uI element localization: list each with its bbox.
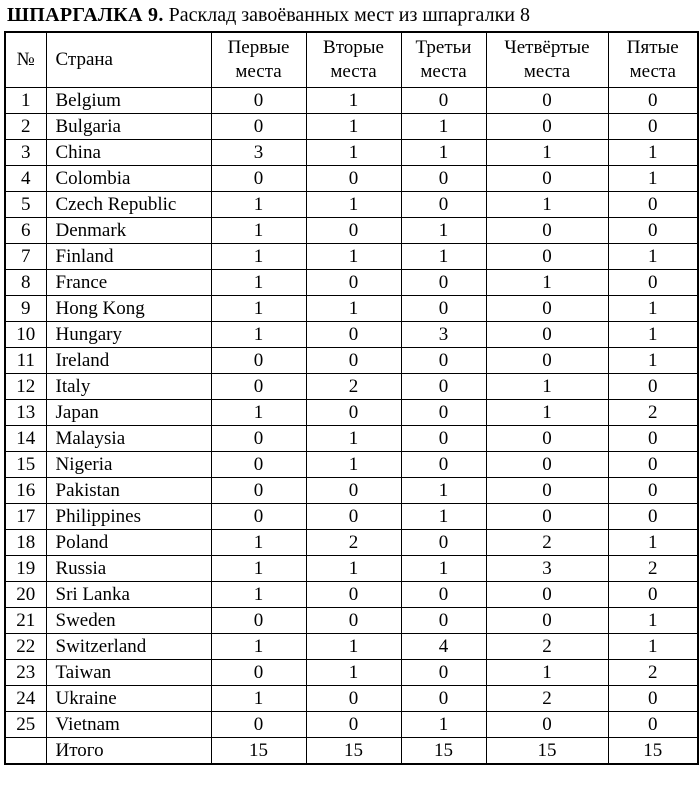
row-number-cell: 15 [5,452,46,478]
row-number-cell: 2 [5,114,46,140]
header-row [5,32,698,88]
value-cell: 2 [608,400,698,426]
value-cell: 0 [486,582,608,608]
row-number-cell: 21 [5,608,46,634]
value-cell: 2 [486,530,608,556]
country-cell: Finland [46,244,211,270]
value-cell: 0 [211,166,306,192]
value-cell: 1 [211,582,306,608]
value-cell: 0 [211,660,306,686]
row-number-cell: 14 [5,426,46,452]
country-cell: Malaysia [46,426,211,452]
value-cell: 1 [608,244,698,270]
value-cell: 1 [486,374,608,400]
value-cell: 1 [486,660,608,686]
row-number-cell: 16 [5,478,46,504]
value-cell: 1 [211,270,306,296]
row-number-cell: 25 [5,712,46,738]
value-cell: 0 [401,166,486,192]
value-cell: 0 [401,660,486,686]
value-cell: 0 [401,686,486,712]
table-row [5,114,698,140]
value-cell: 1 [306,452,401,478]
value-cell: 0 [608,374,698,400]
value-cell: 0 [608,270,698,296]
row-number-cell: 20 [5,582,46,608]
table-row [5,374,698,400]
value-cell: 0 [401,530,486,556]
value-cell: 1 [401,218,486,244]
country-cell: Denmark [46,218,211,244]
table-row [5,478,698,504]
value-cell: 1 [211,218,306,244]
value-cell: 0 [486,322,608,348]
header-fifth-places: Пятые места [608,32,698,88]
table-row [5,686,698,712]
row-number-cell: 8 [5,270,46,296]
table-row [5,712,698,738]
value-cell: 0 [401,88,486,114]
value-cell: 0 [306,686,401,712]
value-cell: 0 [608,686,698,712]
table-row [5,660,698,686]
total-row [5,738,698,765]
table-row [5,218,698,244]
value-cell: 0 [401,582,486,608]
country-cell: Vietnam [46,712,211,738]
value-cell: 1 [608,530,698,556]
value-cell: 0 [306,608,401,634]
row-number-cell: 19 [5,556,46,582]
value-cell: 0 [608,504,698,530]
country-cell: Sri Lanka [46,582,211,608]
header-first-places: Первые места [211,32,306,88]
value-cell: 0 [486,218,608,244]
value-cell: 0 [306,504,401,530]
page-title [7,3,700,28]
value-cell: 0 [306,270,401,296]
value-cell: 1 [211,244,306,270]
value-cell: 0 [486,452,608,478]
row-number-cell: 18 [5,530,46,556]
value-cell: 3 [486,556,608,582]
value-cell: 0 [401,270,486,296]
row-number-cell: 11 [5,348,46,374]
value-cell: 0 [608,582,698,608]
value-cell: 0 [211,114,306,140]
value-cell: 1 [306,244,401,270]
value-cell: 3 [211,140,306,166]
value-cell: 0 [211,88,306,114]
value-cell: 0 [401,192,486,218]
country-cell: Hong Kong [46,296,211,322]
value-cell: 0 [306,166,401,192]
value-cell: 1 [306,634,401,660]
value-cell: 0 [401,374,486,400]
value-cell: 0 [486,88,608,114]
total-label-cell: Итого [46,738,211,765]
value-cell: 1 [608,608,698,634]
value-cell: 0 [306,322,401,348]
value-cell: 2 [486,634,608,660]
total-value-cell: 15 [401,738,486,765]
country-cell: China [46,140,211,166]
value-cell: 1 [211,634,306,660]
value-cell: 1 [211,686,306,712]
value-cell: 1 [486,270,608,296]
value-cell: 3 [401,322,486,348]
row-number-cell: 5 [5,192,46,218]
table-row [5,270,698,296]
value-cell: 0 [401,348,486,374]
country-cell: Ukraine [46,686,211,712]
value-cell: 2 [486,686,608,712]
country-cell: Philippines [46,504,211,530]
row-number-cell: 7 [5,244,46,270]
value-cell: 0 [211,348,306,374]
value-cell: 2 [306,530,401,556]
value-cell: 0 [401,400,486,426]
table-row [5,140,698,166]
value-cell: 1 [306,192,401,218]
value-cell: 1 [211,556,306,582]
value-cell: 0 [306,400,401,426]
header-third-places: Третьи места [401,32,486,88]
country-cell: Belgium [46,88,211,114]
table-row [5,452,698,478]
header-num: № [5,32,46,88]
value-cell: 0 [608,88,698,114]
value-cell: 0 [486,608,608,634]
value-cell: 0 [608,192,698,218]
value-cell: 4 [401,634,486,660]
value-cell: 1 [211,400,306,426]
table-row [5,166,698,192]
value-cell: 0 [306,348,401,374]
country-cell: Italy [46,374,211,400]
row-number-cell: 1 [5,88,46,114]
total-value-cell: 15 [211,738,306,765]
country-cell: Nigeria [46,452,211,478]
value-cell: 1 [306,88,401,114]
value-cell: 1 [608,140,698,166]
total-value-cell: 15 [486,738,608,765]
value-cell: 1 [211,192,306,218]
value-cell: 0 [401,608,486,634]
value-cell: 2 [608,556,698,582]
value-cell: 0 [306,478,401,504]
value-cell: 0 [608,114,698,140]
value-cell: 0 [211,608,306,634]
value-cell: 1 [401,140,486,166]
value-cell: 0 [211,374,306,400]
value-cell: 1 [401,556,486,582]
table-row [5,244,698,270]
country-cell: Pakistan [46,478,211,504]
table-row [5,400,698,426]
value-cell: 0 [401,296,486,322]
country-cell: Ireland [46,348,211,374]
row-number-cell: 9 [5,296,46,322]
total-num-cell [5,738,46,765]
country-cell: Bulgaria [46,114,211,140]
value-cell: 1 [306,660,401,686]
value-cell: 0 [306,218,401,244]
value-cell: 1 [401,712,486,738]
value-cell: 1 [486,140,608,166]
value-cell: 0 [211,452,306,478]
value-cell: 0 [486,426,608,452]
value-cell: 1 [306,114,401,140]
value-cell: 1 [306,296,401,322]
value-cell: 1 [211,322,306,348]
header-second-places: Вторые места [306,32,401,88]
table-row [5,296,698,322]
value-cell: 0 [306,712,401,738]
value-cell: 0 [486,296,608,322]
value-cell: 0 [608,712,698,738]
places-table [4,31,699,765]
value-cell: 1 [211,530,306,556]
table-row [5,634,698,660]
value-cell: 1 [401,504,486,530]
row-number-cell: 6 [5,218,46,244]
table-row [5,88,698,114]
country-cell: Czech Republic [46,192,211,218]
total-value-cell: 15 [608,738,698,765]
country-cell: Poland [46,530,211,556]
value-cell: 1 [608,348,698,374]
value-cell: 1 [608,296,698,322]
value-cell: 1 [401,114,486,140]
country-cell: Russia [46,556,211,582]
row-number-cell: 23 [5,660,46,686]
value-cell: 1 [486,400,608,426]
country-cell: Japan [46,400,211,426]
value-cell: 0 [401,452,486,478]
value-cell: 1 [306,140,401,166]
value-cell: 0 [486,114,608,140]
value-cell: 2 [306,374,401,400]
row-number-cell: 24 [5,686,46,712]
value-cell: 0 [401,426,486,452]
value-cell: 1 [211,296,306,322]
value-cell: 1 [401,244,486,270]
row-number-cell: 4 [5,166,46,192]
title-text: Расклад завоёванных мест из шпаргалки 8 [168,4,531,26]
table-row [5,582,698,608]
value-cell: 1 [401,478,486,504]
row-number-cell: 22 [5,634,46,660]
value-cell: 1 [306,556,401,582]
row-number-cell: 17 [5,504,46,530]
table-row [5,322,698,348]
table-row [5,504,698,530]
header-country: Страна [46,32,211,88]
country-cell: Sweden [46,608,211,634]
table-row [5,348,698,374]
row-number-cell: 3 [5,140,46,166]
value-cell: 1 [608,322,698,348]
value-cell: 0 [608,426,698,452]
value-cell: 0 [608,218,698,244]
header-fourth-places: Четвёртые места [486,32,608,88]
value-cell: 0 [211,426,306,452]
value-cell: 0 [486,166,608,192]
value-cell: 0 [486,244,608,270]
title-label: ШПАРГАЛКА 9. [7,4,164,26]
value-cell: 0 [211,504,306,530]
value-cell: 0 [486,712,608,738]
value-cell: 0 [608,452,698,478]
value-cell: 0 [486,478,608,504]
country-cell: Hungary [46,322,211,348]
country-cell: Colombia [46,166,211,192]
table-row [5,608,698,634]
value-cell: 0 [486,504,608,530]
value-cell: 0 [306,582,401,608]
table-row [5,426,698,452]
table-row [5,530,698,556]
row-number-cell: 13 [5,400,46,426]
total-value-cell: 15 [306,738,401,765]
table-row [5,192,698,218]
value-cell: 1 [486,192,608,218]
value-cell: 1 [608,166,698,192]
value-cell: 2 [608,660,698,686]
table-row [5,556,698,582]
value-cell: 0 [211,712,306,738]
country-cell: France [46,270,211,296]
row-number-cell: 10 [5,322,46,348]
value-cell: 1 [608,634,698,660]
country-cell: Switzerland [46,634,211,660]
row-number-cell: 12 [5,374,46,400]
value-cell: 1 [306,426,401,452]
value-cell: 0 [608,478,698,504]
table-body [5,88,698,738]
value-cell: 0 [211,478,306,504]
value-cell: 0 [486,348,608,374]
country-cell: Taiwan [46,660,211,686]
